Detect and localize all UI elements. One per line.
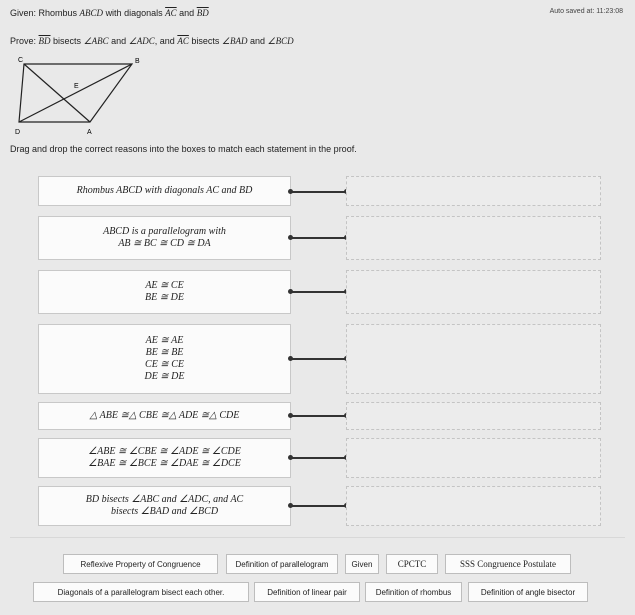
vertex-label-d: D <box>15 129 21 136</box>
connector-line <box>291 415 346 417</box>
connector-dot <box>288 356 293 361</box>
statement-7-line-2: bisects ∠BAD and ∠BCD <box>110 506 219 517</box>
vertex-label-a: A <box>87 129 92 136</box>
reason-tile-reflexive-property[interactable]: Reflexive Property of Congruence <box>63 554 218 574</box>
vertex-label-b: B <box>135 58 140 65</box>
connector-line <box>291 191 346 193</box>
statement-1-line-1: Rhombus ABCD with diagonals AC and BD <box>76 185 253 196</box>
connector-line <box>291 291 346 293</box>
connector-dot <box>288 455 293 460</box>
connector-line <box>291 358 346 360</box>
reason-tile-definition-of-parallelogram[interactable]: Definition of parallelogram <box>226 554 338 574</box>
divider <box>10 537 625 538</box>
reason-drop-zone-4[interactable] <box>346 324 601 394</box>
statement-3-line-2: BE ≅ DE <box>145 292 184 303</box>
reason-tile-definition-of-rhombus[interactable]: Definition of rhombus <box>365 582 462 602</box>
connector-dot <box>288 235 293 240</box>
connector-line <box>291 505 346 507</box>
statement-7 <box>38 486 291 526</box>
reason-drop-zone-6[interactable] <box>346 438 601 478</box>
connector-dot <box>288 289 293 294</box>
statement-4-line-1: AE ≅ AE <box>145 335 184 346</box>
instructions-text: Drag and drop the correct reasons into the boxes to match each statement in the proof. <box>10 144 357 154</box>
reason-tile-definition-of-angle-bisector[interactable]: Definition of angle bisector <box>468 582 588 602</box>
statement-1 <box>38 176 291 206</box>
statement-2-line-1: ABCD is a parallelogram with <box>103 226 226 237</box>
statement-2-line-2: AB ≅ BC ≅ CD ≅ DA <box>118 238 211 249</box>
reason-tile-definition-of-linear-pair[interactable]: Definition of linear pair <box>254 582 360 602</box>
reason-drop-zone-3[interactable] <box>346 270 601 314</box>
rhombus-diagram <box>14 56 144 136</box>
statement-7-line-1: BD bisects ∠ABC and ∠ADC, and AC <box>85 494 244 505</box>
statement-5 <box>38 402 291 430</box>
statement-5-line-1: △ ABE ≅△ CBE ≅△ ADE ≅△ CDE <box>89 410 240 421</box>
reason-tile-diagonals-bisect[interactable]: Diagonals of a parallelogram bisect each other. <box>33 582 249 602</box>
statement-6 <box>38 438 291 478</box>
statement-3 <box>38 270 291 314</box>
connector-line <box>291 457 346 459</box>
reason-drop-zone-7[interactable] <box>346 486 601 526</box>
reason-drop-zone-5[interactable] <box>346 402 601 430</box>
statement-4-line-4: DE ≅ DE <box>144 371 185 382</box>
autosave-status: Auto saved at: 11:23:08 <box>549 8 623 15</box>
reason-drop-zone-1[interactable] <box>346 176 601 206</box>
reason-tile-given[interactable]: Given <box>345 554 379 574</box>
statement-6-line-1: ∠ABE ≅ ∠CBE ≅ ∠ADE ≅ ∠CDE <box>88 446 241 457</box>
statement-4-line-3: CE ≅ CE <box>145 359 184 370</box>
connector-dot <box>288 413 293 418</box>
given-statement: Given: Rhombus ABCD with diagonals $\overline{AC}$ and $\overline{BD}$ <box>10 8 209 18</box>
statement-3-line-1: AE ≅ CE <box>145 280 184 291</box>
vertex-label-e: E <box>74 83 79 90</box>
connector-line <box>291 237 346 239</box>
statement-4-line-2: BE ≅ BE <box>145 347 184 358</box>
statement-2 <box>38 216 291 260</box>
reason-drop-zone-2[interactable] <box>346 216 601 260</box>
reason-tile-sss-congruence-postulate[interactable]: SSS Congruence Postulate <box>445 554 571 574</box>
prove-statement: Prove: $\overline{BD}$ bisects ∠ABC and ∠ADC, and $\overline{AC}$ bisects ∠BAD and ∠BCD <box>10 36 294 46</box>
connector-dot <box>288 189 293 194</box>
reason-tile-cpctc[interactable]: CPCTC <box>386 554 438 574</box>
vertex-label-c: C <box>18 57 24 64</box>
connector-dot <box>288 503 293 508</box>
statement-4 <box>38 324 291 394</box>
statement-6-line-2: ∠BAE ≅ ∠BCE ≅ ∠DAE ≅ ∠DCE <box>88 458 241 469</box>
